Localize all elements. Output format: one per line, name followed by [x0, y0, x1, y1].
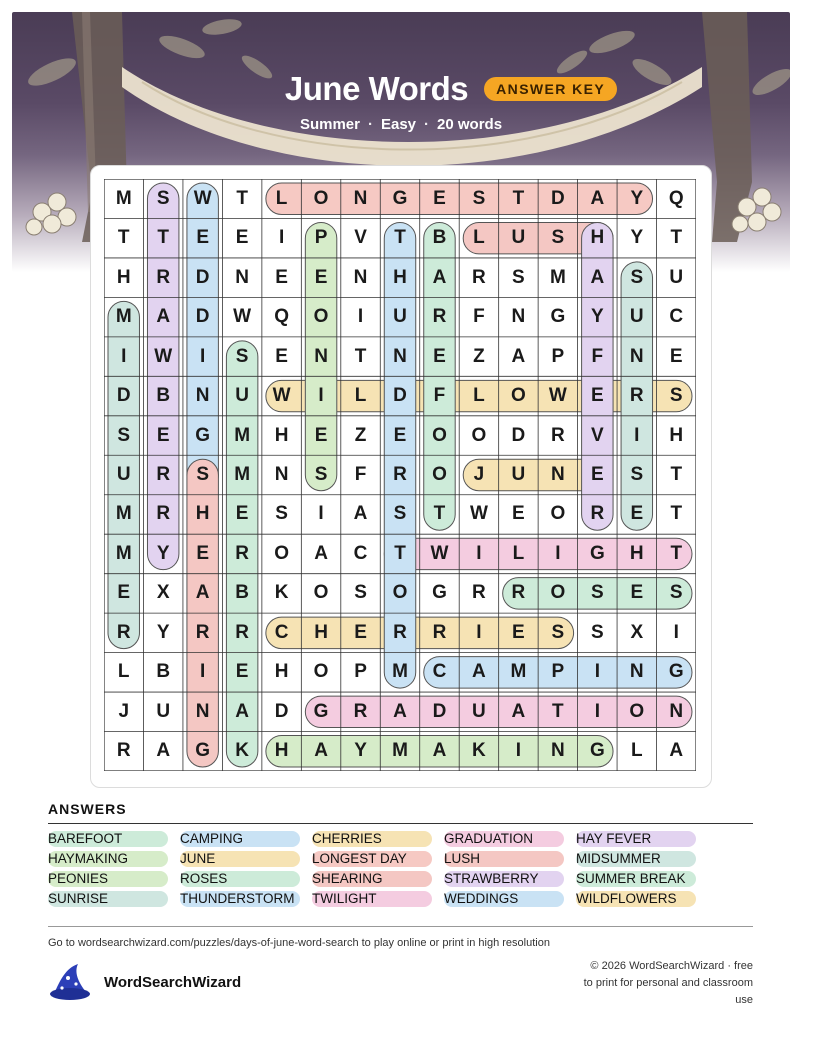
grid-cell: R — [156, 463, 171, 485]
grid-cell: A — [432, 266, 447, 288]
grid-cell: W — [233, 306, 252, 328]
grid-cell: R — [195, 621, 210, 643]
grid-cell: L — [630, 740, 643, 762]
grid-cell: T — [354, 345, 367, 367]
grid-cell: K — [274, 582, 289, 604]
grid-cell: O — [313, 306, 329, 328]
grid-cell: E — [590, 463, 604, 485]
grid-cell: O — [550, 582, 566, 604]
grid-cell: I — [278, 227, 285, 249]
answer-item — [444, 851, 576, 867]
grid-cell: Z — [354, 424, 367, 446]
grid-cell: D — [393, 385, 407, 407]
grid-cell: E — [433, 187, 446, 209]
grid-cell: E — [314, 266, 328, 288]
grid-cell: H — [669, 424, 684, 446]
grid-cell: T — [670, 503, 683, 525]
grid-cell: C — [669, 306, 684, 328]
grid-cell: N — [550, 463, 565, 485]
grid-cell: W — [430, 542, 449, 564]
title-row — [12, 70, 790, 108]
grid-cell: O — [432, 463, 447, 485]
grid-cell: T — [433, 503, 446, 525]
grid-cell: S — [669, 582, 683, 604]
answer-item — [312, 831, 444, 847]
grid-cell: S — [314, 463, 328, 485]
grid-cell: G — [550, 306, 566, 328]
grid-cell: U — [393, 306, 407, 328]
grid-cell: E — [630, 582, 644, 604]
grid-cell: F — [354, 463, 367, 485]
grid-cell: E — [393, 424, 407, 446]
grid-cell: E — [235, 503, 249, 525]
grid-cell: A — [590, 187, 605, 209]
grid-cell: G — [589, 740, 605, 762]
grid-cell: A — [156, 740, 171, 762]
grid-cell: S — [393, 503, 407, 525]
answer-item — [48, 891, 180, 907]
grid-cell: D — [432, 700, 447, 722]
grid-cell: M — [115, 306, 132, 328]
grid-cell: R — [393, 463, 407, 485]
grid-cell: I — [357, 306, 364, 328]
answer-item — [576, 891, 708, 907]
grid-cell: F — [591, 345, 604, 367]
grid-cell: R — [393, 621, 407, 643]
grid-cell: M — [392, 740, 408, 762]
copyright-notice: © 2026 WordSearchWizard · free to print for personal and classroom use — [583, 960, 753, 1006]
answer-item — [576, 831, 708, 847]
grid-cell: D — [116, 385, 131, 407]
grid-cell: H — [590, 227, 605, 249]
grid-cell: S — [235, 345, 249, 367]
grid-cell: F — [473, 306, 485, 328]
grid-cell: P — [354, 661, 367, 683]
grid-cell: T — [236, 187, 248, 209]
grid-cell: B — [156, 661, 171, 683]
answers-divider — [48, 823, 753, 824]
grid-cell: H — [274, 661, 289, 683]
grid-cell: T — [670, 227, 683, 249]
answer-item — [312, 871, 444, 887]
grid-cell: N — [195, 385, 210, 407]
grid-cell: T — [670, 463, 683, 485]
grid-cell: A — [511, 700, 526, 722]
grid-cell: D — [550, 187, 565, 209]
answer-label: TWILIGHT — [312, 891, 377, 906]
answer-item — [180, 871, 312, 887]
grid-cell: I — [121, 345, 127, 367]
grid-cell: N — [195, 700, 210, 722]
grid-cell: T — [157, 227, 169, 249]
grid-cell: D — [274, 700, 289, 722]
grid-cell: O — [392, 582, 408, 604]
grid-cell: A — [195, 582, 210, 604]
answer-label: HAYMAKING — [48, 851, 129, 866]
grid-cell: Y — [156, 542, 170, 564]
grid-cell: N — [511, 306, 526, 328]
grid-cell: U — [472, 700, 486, 722]
answer-label: LONGEST DAY — [312, 851, 407, 866]
answers-list — [48, 831, 753, 907]
grid-cell: H — [393, 266, 407, 288]
grid-cell: N — [629, 345, 644, 367]
grid-cell: S — [630, 463, 644, 485]
grid-cell: S — [630, 266, 644, 288]
grid-cell: P — [551, 661, 565, 683]
grid-cell: S — [512, 266, 525, 288]
answer-label: SUNRISE — [48, 891, 109, 906]
meta-theme: Summer — [299, 116, 360, 133]
grid-cell: D — [195, 266, 210, 288]
answer-label: BAREFOOT — [48, 831, 123, 846]
answer-label: THUNDERSTORM — [180, 891, 295, 906]
grid-cell: S — [156, 187, 170, 209]
grid-cell: A — [156, 306, 171, 328]
grid-cell: B — [235, 582, 249, 604]
answer-label: CAMPING — [180, 831, 244, 846]
grid-cell: S — [669, 385, 683, 407]
puzzle-meta — [12, 116, 790, 133]
answer-label: CHERRIES — [312, 831, 382, 846]
grid-cell: U — [116, 463, 131, 485]
grid-cell: B — [156, 385, 171, 407]
grid-cell: Y — [590, 306, 604, 328]
grid-cell: R — [629, 385, 644, 407]
answer-item — [312, 891, 444, 907]
grid-cell: G — [668, 661, 684, 683]
answer-label: SHEARING — [312, 871, 383, 886]
grid-cell: I — [555, 542, 561, 564]
grid-cell: S — [354, 582, 367, 604]
grid-cell: M — [234, 424, 251, 446]
grid-cell: R — [353, 700, 368, 722]
grid-cell: O — [550, 503, 566, 525]
answer-item — [576, 871, 708, 887]
grid-cell: G — [432, 582, 447, 604]
grid-cell: E — [669, 345, 683, 367]
grid-cell: Y — [630, 227, 644, 249]
grid-cell: O — [471, 424, 487, 446]
grid-cell: A — [472, 661, 486, 683]
grid-cell: G — [313, 700, 329, 722]
grid-cell: G — [392, 187, 408, 209]
grid-cell: R — [550, 424, 565, 446]
grid-cell: M — [392, 661, 408, 683]
grid-cell: Q — [274, 306, 289, 328]
grid-cell: G — [195, 424, 211, 446]
grid-cell: R — [235, 621, 249, 643]
grid-cell: U — [669, 266, 684, 288]
grid-cell: A — [314, 542, 328, 564]
grid-cell: D — [511, 424, 526, 446]
grid-cell: W — [272, 385, 291, 407]
word-search-grid — [104, 179, 696, 771]
grid-cell: R — [472, 266, 486, 288]
grid-cell: S — [551, 227, 565, 249]
grid-cell: E — [275, 266, 288, 288]
grid-cell: Y — [354, 740, 367, 762]
grid-cell: S — [551, 621, 565, 643]
grid-cell: G — [589, 542, 605, 564]
grid-cell: E — [512, 621, 525, 643]
grid-cell: O — [629, 700, 645, 722]
grid-cell: S — [472, 187, 486, 209]
grid-cell: E — [235, 227, 249, 249]
grid-cell: P — [314, 227, 328, 249]
grid-cell: G — [195, 740, 211, 762]
answer-item — [444, 831, 576, 847]
grid-cell: O — [313, 582, 329, 604]
grid-cell: P — [551, 345, 565, 367]
grid-cell: E — [235, 661, 249, 683]
grid-cell: M — [115, 542, 132, 564]
grid-cell: Y — [156, 621, 170, 643]
answer-label: WEDDINGS — [444, 891, 519, 906]
grid-cell: I — [200, 661, 206, 683]
grid-cell: F — [433, 385, 446, 407]
grid-cell: A — [432, 740, 447, 762]
grid-cell: O — [274, 542, 289, 564]
grid-cell: U — [511, 463, 526, 485]
grid-cell: U — [511, 227, 526, 249]
grid-cell: A — [235, 700, 249, 722]
grid-cell: I — [594, 661, 600, 683]
grid-cell: V — [354, 227, 367, 249]
footer-link[interactable]: Go to wordsearchwizard.com/puzzles/days-of-june-word-search to play online or print in high resolution — [48, 937, 550, 949]
grid-cell: L — [512, 542, 525, 564]
grid-cell: A — [353, 503, 368, 525]
grid-cell: N — [629, 661, 644, 683]
answer-item — [444, 871, 576, 887]
answer-item — [444, 891, 576, 907]
grid-cell: N — [353, 266, 368, 288]
grid-cell: E — [512, 503, 525, 525]
grid-cell: H — [629, 542, 644, 564]
grid-cell: R — [156, 266, 171, 288]
grid-cell: R — [511, 582, 526, 604]
grid-cell: E — [196, 542, 209, 564]
meta-separator: · — [424, 116, 430, 133]
grid-cell: E — [275, 345, 288, 367]
grid-cell: U — [629, 306, 644, 328]
answer-label: SUMMER BREAK — [576, 871, 686, 886]
grid-cell: R — [116, 621, 131, 643]
grid-cell: E — [117, 582, 131, 604]
grid-cell: A — [314, 740, 328, 762]
grid-cell: X — [156, 582, 170, 604]
grid-cell: E — [156, 424, 170, 446]
grid-cell: E — [314, 424, 328, 446]
grid-cell: R — [432, 306, 447, 328]
brand-name: WordSearchWizard — [104, 973, 242, 991]
grid-cell: L — [473, 227, 485, 249]
grid-cell: M — [234, 463, 251, 485]
brand[interactable] — [48, 962, 241, 1002]
answer-item — [48, 871, 180, 887]
grid-cell: I — [594, 700, 600, 722]
grid-cell: H — [116, 266, 131, 288]
grid-cell: J — [473, 463, 485, 485]
grid-cell: S — [196, 463, 209, 485]
answer-label: MIDSUMMER — [576, 851, 661, 866]
answer-item — [180, 831, 312, 847]
grid-cell: R — [472, 582, 486, 604]
grid-letters — [104, 179, 696, 771]
grid-cell: H — [314, 621, 328, 643]
grid-cell: A — [590, 266, 605, 288]
grid-cell: X — [630, 621, 644, 643]
grid-cell: L — [275, 187, 288, 209]
answer-item — [180, 891, 312, 907]
answer-label: ROSES — [180, 871, 228, 886]
answer-label: GRADUATION — [444, 831, 534, 846]
grid-cell: B — [432, 227, 447, 249]
grid-cell: V — [590, 424, 604, 446]
meta-separator: · — [367, 116, 373, 133]
answer-label: JUNE — [180, 851, 216, 866]
grid-cell: O — [432, 424, 447, 446]
grid-cell: R — [156, 503, 171, 525]
grid-cell: U — [235, 385, 249, 407]
grid-cell: C — [432, 661, 447, 683]
page-title: June Words — [284, 70, 469, 107]
grid-cell: I — [318, 503, 324, 525]
grid-cell: W — [154, 345, 173, 367]
answer-label: HAY FEVER — [576, 831, 652, 846]
grid-cell: H — [274, 740, 289, 762]
grid-cell: C — [353, 542, 368, 564]
grid-cell: I — [476, 621, 482, 643]
grid-cell: H — [274, 424, 289, 446]
grid-cell: R — [590, 503, 605, 525]
grid-cell: S — [275, 503, 288, 525]
grid-cell: H — [195, 503, 210, 525]
grid-cell: N — [669, 700, 684, 722]
grid-cell: N — [274, 463, 289, 485]
grid-cell: S — [117, 424, 131, 446]
grid-cell: I — [673, 621, 679, 643]
grid-cell: N — [353, 187, 368, 209]
answer-label: LUSH — [444, 851, 481, 866]
grid-cell: S — [590, 582, 604, 604]
answer-item — [48, 851, 180, 867]
grid-cell: N — [550, 740, 565, 762]
grid-cell: W — [193, 187, 212, 209]
grid-cell: K — [235, 740, 249, 762]
grid-cell: C — [274, 621, 289, 643]
answers-heading: ANSWERS — [48, 801, 127, 817]
grid-cell: O — [313, 661, 329, 683]
footer-divider — [48, 926, 753, 927]
grid-cell: L — [117, 661, 130, 683]
grid-cell: N — [314, 345, 328, 367]
answer-item — [576, 851, 708, 867]
grid-cell: R — [116, 740, 131, 762]
grid-cell: N — [393, 345, 407, 367]
grid-cell: I — [476, 542, 482, 564]
grid-cell: E — [354, 621, 367, 643]
grid-cell: O — [511, 385, 526, 407]
grid-cell: A — [511, 345, 526, 367]
answer-label: WILDFLOWERS — [576, 891, 677, 906]
grid-cell: U — [156, 700, 171, 722]
grid-cell: M — [510, 661, 527, 683]
grid-cell: R — [235, 542, 249, 564]
grid-cell: Z — [473, 345, 485, 367]
grid-cell: T — [670, 542, 683, 564]
grid-cell: Q — [668, 187, 684, 209]
grid-cell: T — [117, 227, 130, 249]
grid-cell: R — [432, 621, 447, 643]
grid-cell: M — [115, 187, 132, 209]
grid-cell: I — [515, 740, 522, 762]
grid-cell: M — [115, 503, 132, 525]
grid-cell: K — [472, 740, 486, 762]
grid-cell: I — [200, 345, 206, 367]
grid-cell: D — [195, 306, 210, 328]
grid-cell: T — [512, 187, 525, 209]
grid-cell: E — [630, 503, 644, 525]
grid-cell: T — [552, 700, 564, 722]
grid-cell: A — [393, 700, 407, 722]
wizard-hat-icon — [48, 962, 92, 1002]
grid-cell: T — [394, 542, 406, 564]
grid-cell: T — [394, 227, 406, 249]
grid-cell: A — [669, 740, 684, 762]
meta-word-count: 20 words — [437, 116, 503, 133]
grid-cell: L — [473, 385, 485, 407]
grid-cell: J — [118, 700, 130, 722]
grid-cell: E — [196, 227, 209, 249]
grid-cell: N — [235, 266, 249, 288]
answer-item — [180, 851, 312, 867]
answer-key-badge: ANSWER KEY — [484, 77, 617, 101]
grid-cell: E — [433, 345, 446, 367]
answer-label: PEONIES — [48, 871, 109, 886]
answer-item — [312, 851, 444, 867]
answer-item — [48, 831, 180, 847]
grid-cell: S — [590, 621, 604, 643]
grid-cell: L — [354, 385, 367, 407]
grid-cell: O — [313, 187, 329, 209]
grid-cell: M — [549, 266, 566, 288]
answer-label: STRAWBERRY — [444, 871, 539, 886]
grid-cell: I — [634, 424, 640, 446]
grid-cell: Y — [630, 187, 644, 209]
grid-cell: W — [469, 503, 488, 525]
meta-difficulty: Easy — [380, 116, 417, 133]
grid-cell: W — [548, 385, 567, 407]
grid-cell: E — [590, 385, 604, 407]
grid-cell: I — [318, 385, 324, 407]
